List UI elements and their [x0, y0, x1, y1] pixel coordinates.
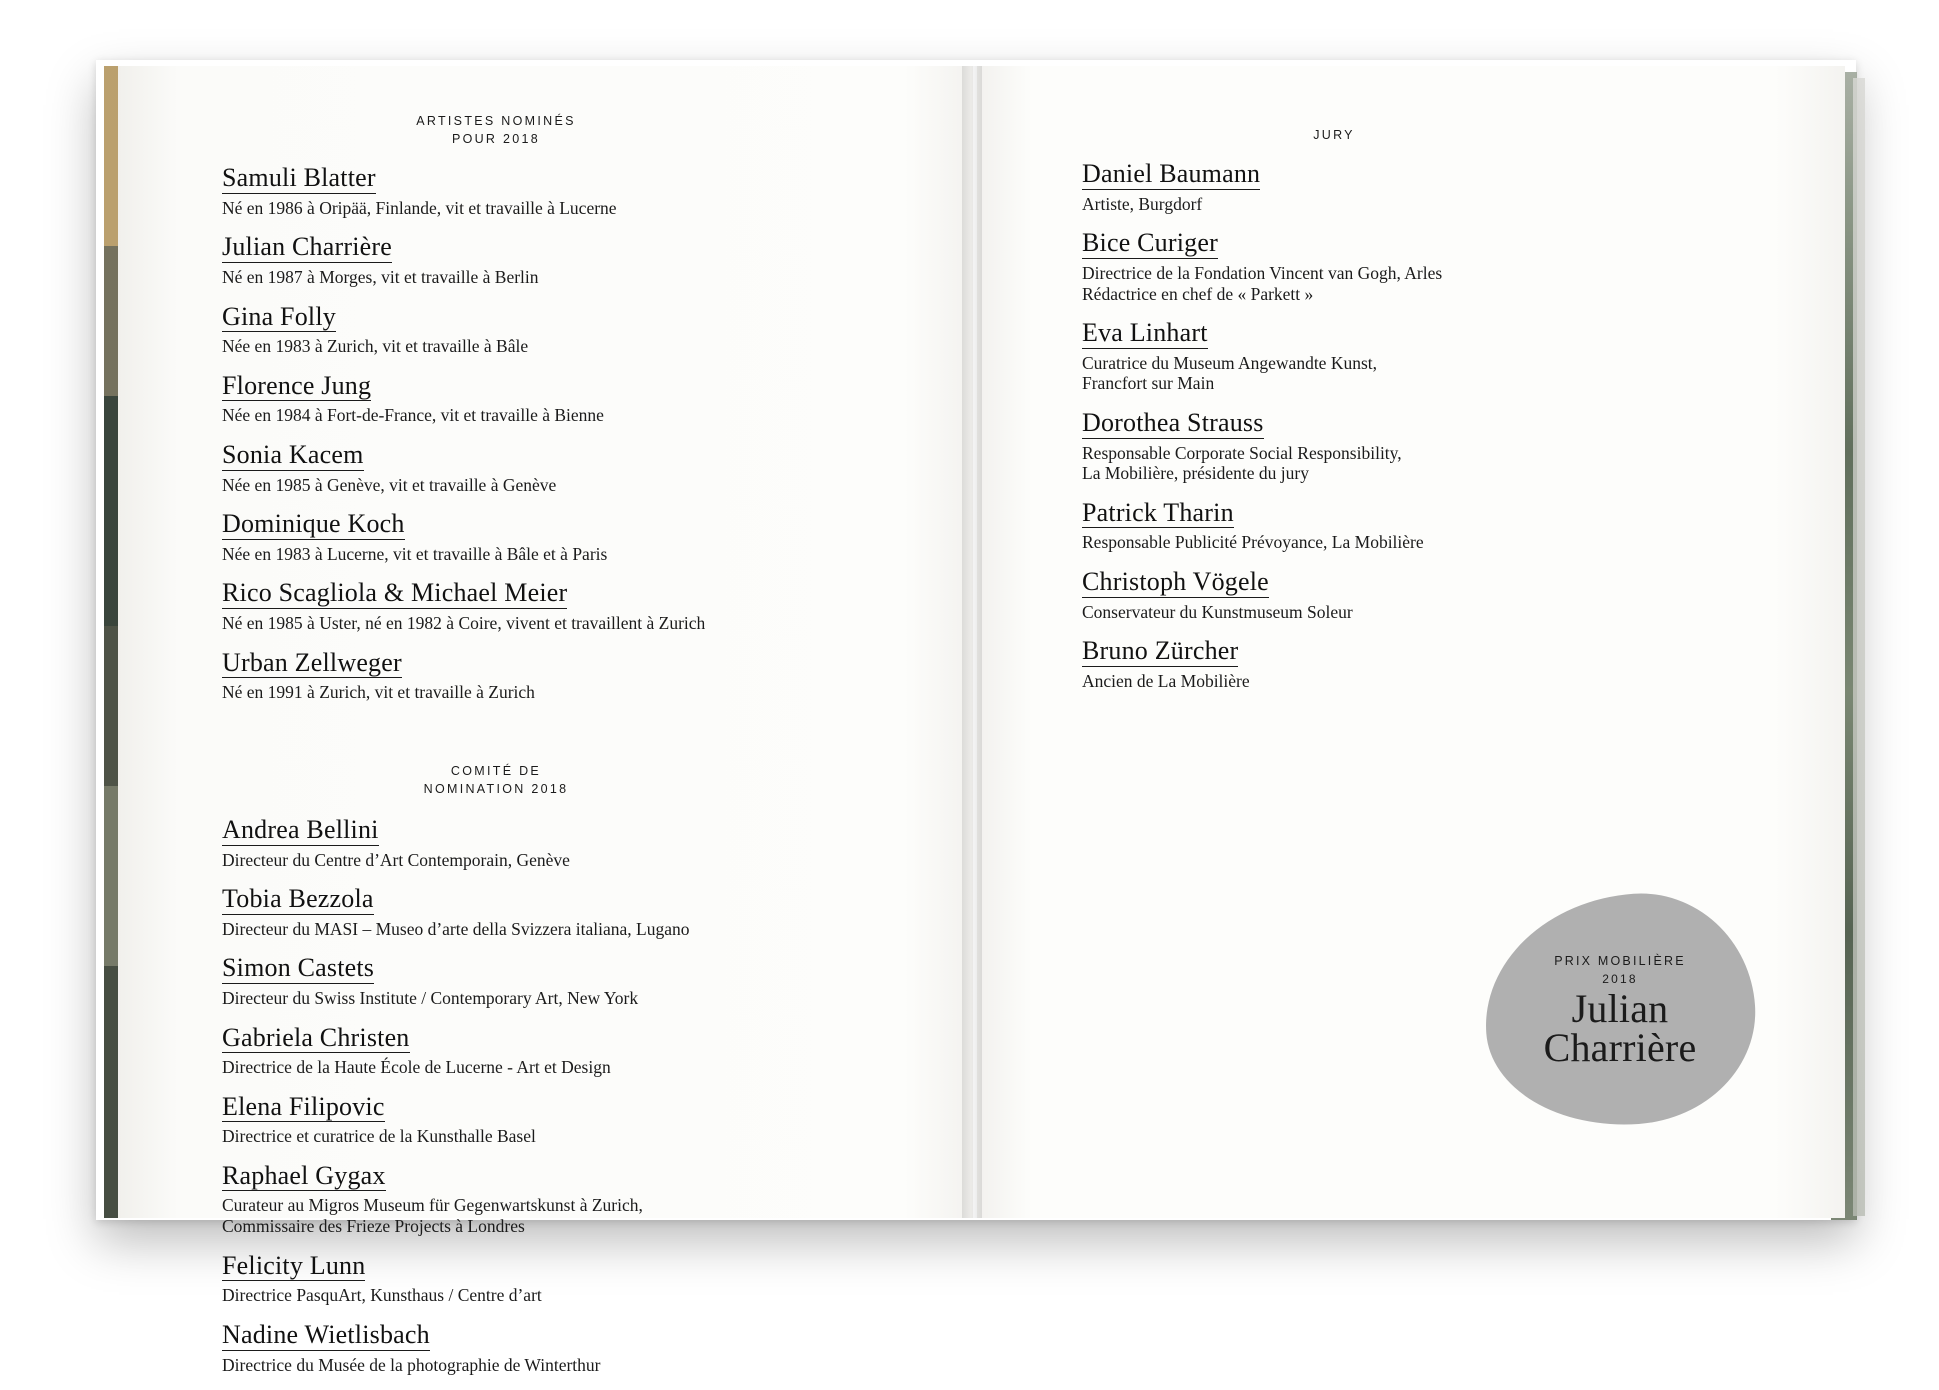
- entry-description: [1082, 263, 1742, 304]
- entry-name: Dominique Koch: [222, 509, 405, 539]
- book-gutter: [962, 66, 982, 1218]
- list-item: [222, 441, 862, 495]
- entry-name: Julian Charrière: [222, 232, 392, 262]
- entry-description: [222, 850, 862, 871]
- entry-description: [222, 1355, 862, 1376]
- entry-name: Felicity Lunn: [222, 1250, 366, 1280]
- logo-name: [1543, 986, 1697, 1070]
- section-heading-nominated-artists: [216, 112, 776, 148]
- list-item: [222, 1321, 862, 1375]
- heading-line-1: ARTISTES NOMINÉS: [416, 114, 576, 128]
- entry-name: Sonia Kacem: [222, 440, 364, 469]
- list-item: [222, 1024, 862, 1078]
- entry-name: Gina Folly: [222, 301, 336, 331]
- entry-name: Christoph Vögele: [1082, 566, 1269, 596]
- list-item: [1082, 319, 1742, 394]
- entry-name: Urban Zellweger: [222, 647, 402, 677]
- entry-description-line: Commissaire des Frieze Projects à Londres: [222, 1216, 525, 1237]
- entry-description: [222, 919, 862, 940]
- logo-year: 2018: [1602, 972, 1638, 987]
- entry-description: [222, 1057, 862, 1078]
- entry-description-line: Née en 1985 à Genève, vit et travaille à Genève: [222, 474, 557, 495]
- logo-name-line-2: Charrière: [1543, 1024, 1697, 1070]
- prix-mobiliere-logo: [1477, 886, 1762, 1134]
- list-item: [1082, 409, 1742, 484]
- entry-description: [1082, 353, 1742, 394]
- entry-description-line: La Mobilière, présidente du jury: [1082, 463, 1309, 484]
- entry-description: [222, 682, 862, 703]
- entry-name: Rico Scagliola & Michael Meier: [222, 578, 568, 608]
- list-item: [222, 579, 862, 633]
- entry-description: [1082, 194, 1742, 215]
- section-heading-jury: [1074, 126, 1594, 144]
- logo-kicker: PRIX MOBILIÈRE: [1554, 954, 1686, 969]
- entry-description-line: Artiste, Burgdorf: [1082, 193, 1203, 214]
- left-page-content: [222, 112, 862, 1390]
- list-item: [222, 510, 862, 564]
- heading-line-1: COMITÉ DE: [450, 763, 542, 778]
- entry-description-line: Né en 1987 à Morges, vit et travaille à Berlin: [222, 266, 539, 287]
- entry-name: Andrea Bellini: [222, 815, 379, 844]
- artist-entry-list: [222, 164, 862, 703]
- entry-description: [222, 544, 862, 565]
- entry-name: Simon Castets: [222, 953, 375, 983]
- list-item: [1082, 229, 1742, 304]
- list-item: [222, 816, 862, 870]
- entry-description: [1082, 671, 1742, 692]
- entry-description-line: Né en 1986 à Oripää, Finlande, vit et travaille à Lucerne: [222, 197, 617, 218]
- entry-name: Gabriela Christen: [222, 1022, 410, 1052]
- list-item: [222, 1252, 862, 1306]
- entry-description: [1082, 602, 1742, 623]
- entry-description: [222, 405, 862, 426]
- entry-name: Elena Filipovic: [222, 1091, 385, 1121]
- entry-description-line: Responsable Corporate Social Responsibility,: [1082, 442, 1402, 463]
- list-item: [222, 885, 862, 939]
- entry-description-line: Directrice de la Fondation Vincent van Gogh, Arles: [1082, 262, 1443, 283]
- entry-description: [222, 613, 862, 634]
- list-item: [1082, 637, 1742, 691]
- list-item: [222, 372, 862, 426]
- committee-entry-list: [222, 816, 862, 1375]
- entry-description-line: Directrice et curatrice de la Kunsthalle Basel: [222, 1126, 536, 1147]
- entry-description: [222, 988, 862, 1009]
- entry-description-line: Directeur du MASI – Museo d’arte della Svizzera italiana, Lugano: [222, 918, 690, 939]
- entry-name: Raphael Gygax: [222, 1160, 386, 1190]
- entry-name: Samuli Blatter: [222, 163, 376, 193]
- entry-description-line: Directeur du Swiss Institute / Contemporary Art, New York: [222, 987, 639, 1008]
- list-item: [222, 1162, 862, 1237]
- entry-description: [222, 475, 862, 496]
- list-item: [222, 649, 862, 703]
- jury-entry-list: [1082, 160, 1742, 691]
- logo-name-line-1: Julian: [1571, 986, 1669, 1032]
- entry-description-line: Né en 1991 à Zurich, vit et travaille à Zurich: [222, 682, 535, 703]
- entry-name: Florence Jung: [222, 370, 372, 400]
- list-item: [222, 164, 862, 218]
- heading-line-1: JURY: [1313, 128, 1355, 142]
- entry-description: [222, 198, 862, 219]
- entry-name: Eva Linhart: [1082, 318, 1208, 348]
- book-page-block-right: [1853, 78, 1865, 1216]
- entry-description: [1082, 443, 1742, 484]
- entry-description-line: Francfort sur Main: [1082, 373, 1215, 394]
- entry-name: Patrick Tharin: [1082, 497, 1234, 527]
- entry-description-line: Née en 1983 à Lucerne, vit et travaille à Bâle et à Paris: [222, 543, 608, 564]
- entry-name: Daniel Baumann: [1082, 159, 1261, 189]
- entry-description: [1082, 532, 1742, 553]
- list-item: [222, 303, 862, 357]
- entry-description-line: Directrice du Musée de la photographie de Winterthur: [222, 1354, 601, 1375]
- entry-description-line: Curatrice du Museum Angewandte Kunst,: [1082, 352, 1378, 373]
- entry-description: [222, 1195, 862, 1236]
- entry-description: [222, 1126, 862, 1147]
- list-item: [222, 954, 862, 1008]
- list-item: [1082, 160, 1742, 214]
- list-item: [1082, 568, 1742, 622]
- section-spacer: [222, 718, 862, 762]
- entry-description-line: Directrice de la Haute École de Lucerne - Art et Design: [222, 1057, 611, 1078]
- entry-description-line: Rédactrice en chef de « Parkett »: [1082, 283, 1314, 304]
- entry-name: Tobia Bezzola: [222, 884, 374, 914]
- entry-name: Bruno Zürcher: [1082, 636, 1239, 666]
- list-item: [222, 233, 862, 287]
- entry-description-line: Née en 1984 à Fort-de-France, vit et travaille à Bienne: [222, 405, 604, 426]
- entry-description-line: Responsable Publicité Prévoyance, La Mobilière: [1082, 532, 1424, 553]
- entry-name: Bice Curiger: [1082, 228, 1218, 258]
- entry-name: Nadine Wietlisbach: [222, 1319, 430, 1349]
- list-item: [1082, 499, 1742, 553]
- entry-description-line: Ancien de La Mobilière: [1082, 670, 1250, 691]
- entry-description-line: Né en 1985 à Uster, né en 1982 à Coire, vivent et travaillent à Zurich: [222, 612, 706, 633]
- heading-line-2: POUR 2018: [451, 132, 541, 147]
- section-heading-nomination-committee: [216, 762, 776, 798]
- right-page-content: [1082, 126, 1742, 706]
- entry-description-line: Née en 1983 à Zurich, vit et travaille à Bâle: [222, 336, 529, 357]
- logo-content: [1485, 895, 1755, 1125]
- entry-name: Dorothea Strauss: [1082, 407, 1264, 437]
- entry-description: [222, 336, 862, 357]
- entry-description-line: Directeur du Centre d’Art Contemporain, Genève: [222, 849, 570, 870]
- entry-description: [222, 267, 862, 288]
- list-item: [222, 1093, 862, 1147]
- entry-description-line: Conservateur du Kunstmuseum Soleur: [1082, 601, 1353, 622]
- entry-description-line: Curateur au Migros Museum für Gegenwartskunst à Zurich,: [222, 1195, 643, 1216]
- heading-line-2: NOMINATION 2018: [423, 781, 569, 796]
- entry-description-line: Directrice PasquArt, Kunsthaus / Centre d’art: [222, 1285, 542, 1306]
